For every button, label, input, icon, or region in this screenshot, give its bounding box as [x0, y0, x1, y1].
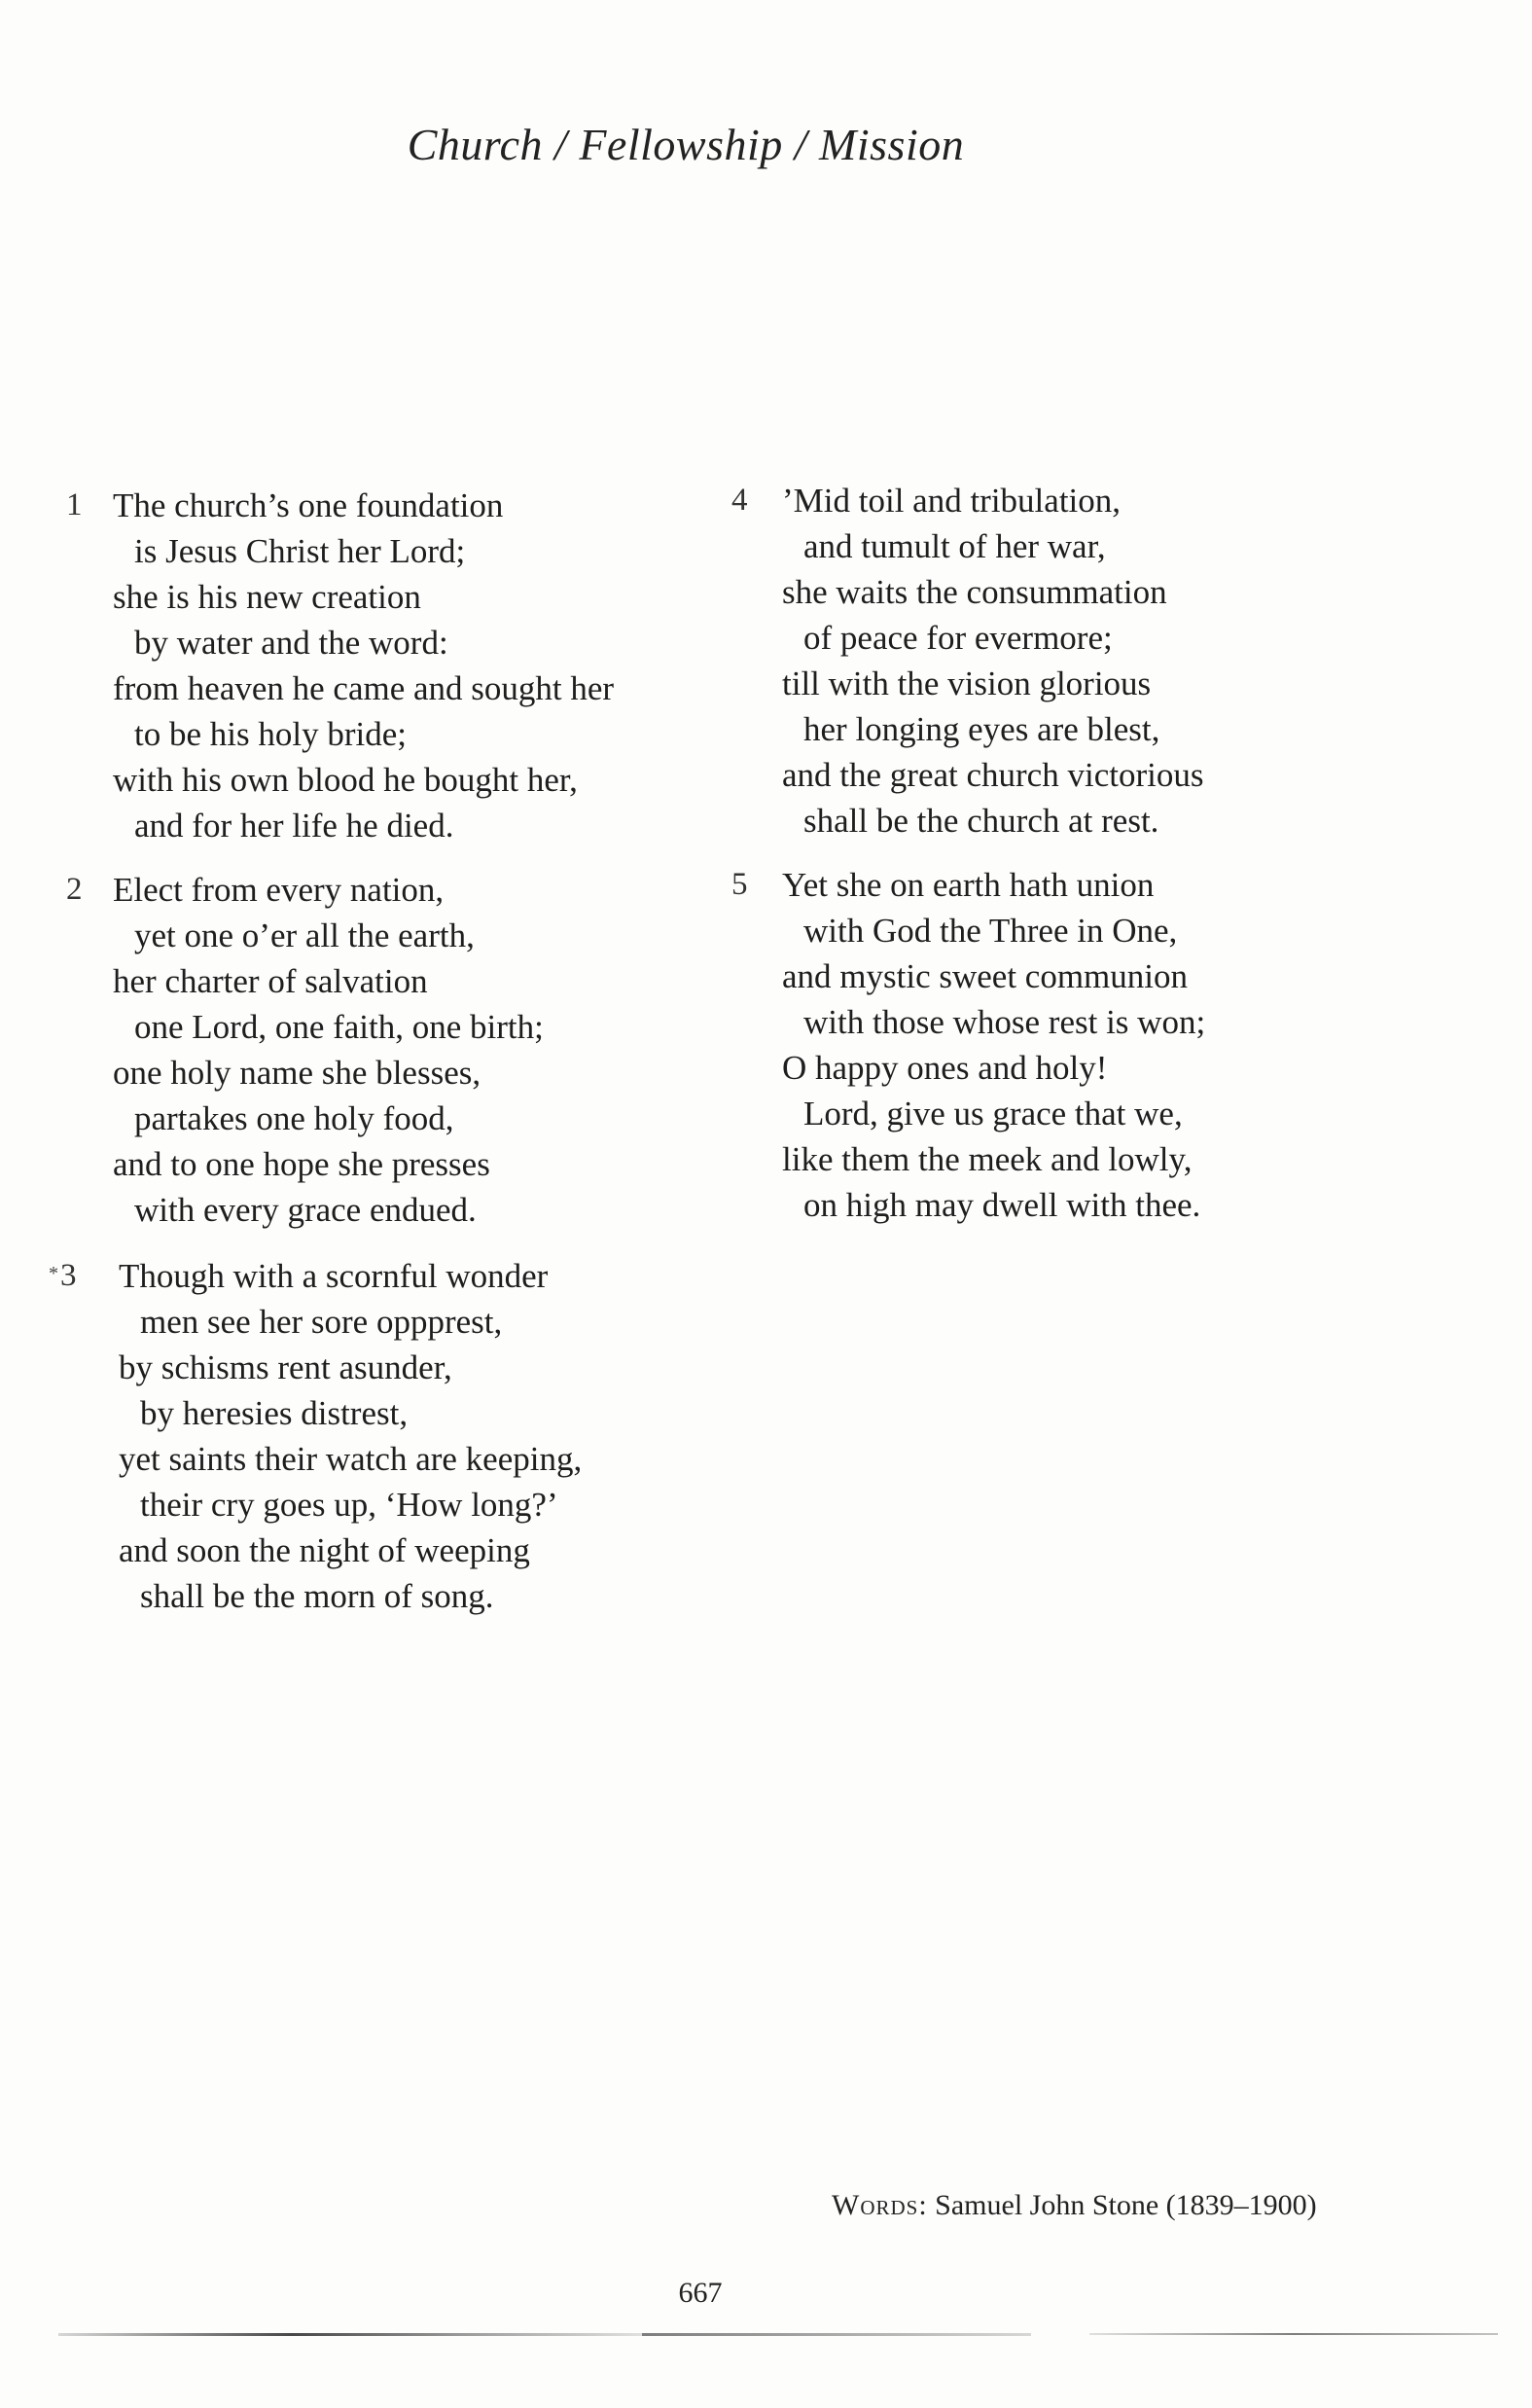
verse-line: men see her sore oppprest,: [140, 1303, 503, 1341]
page-number: 667: [678, 2277, 723, 2309]
optional-verse-marker: *: [49, 1263, 58, 1284]
verse-line: her longing eyes are blest,: [803, 710, 1160, 748]
verse-line: by water and the word:: [134, 624, 448, 662]
verse-number: 5: [731, 867, 748, 902]
verse-line: Elect from every nation,: [113, 871, 445, 909]
verse-line: to be his holy bride;: [134, 715, 407, 753]
section-title: Church / Fellowship / Mission: [407, 120, 965, 169]
verse-line: she is his new creation: [113, 578, 421, 616]
verse-line: their cry goes up, ‘How long?’: [140, 1486, 558, 1524]
verse-line: yet saints their watch are keeping,: [119, 1440, 583, 1478]
verse-number: 1: [66, 487, 83, 522]
verse-line: O happy ones and holy!: [782, 1049, 1108, 1087]
bottom-rule: [642, 2333, 1031, 2336]
verse-lines: [782, 862, 1205, 1228]
verse-line: her charter of salvation: [113, 962, 428, 1000]
verse-number: 2: [66, 872, 83, 907]
verse-number: 4: [731, 483, 748, 518]
verse-line: she waits the consummation: [782, 573, 1167, 611]
verse-line: partakes one holy food,: [134, 1099, 454, 1137]
bottom-rule: [58, 2333, 642, 2336]
verse-line: and to one hope she presses: [113, 1145, 490, 1183]
verse-line: shall be the morn of song.: [140, 1577, 494, 1615]
verse-line: and tumult of her war,: [803, 527, 1106, 565]
verse-line: and soon the night of weeping: [119, 1531, 530, 1569]
verse-line: on high may dwell with thee.: [803, 1186, 1201, 1224]
verse-line: and for her life he died.: [134, 807, 454, 845]
verse-line: Yet she on earth hath union: [782, 866, 1155, 904]
verse-line: and the great church victorious: [782, 756, 1204, 794]
verse-line: till with the vision glorious: [782, 665, 1152, 702]
verse-line: and mystic sweet communion: [782, 957, 1189, 995]
verse-line: from heaven he came and sought her: [113, 669, 615, 707]
verse-line: by heresies distrest,: [140, 1394, 409, 1432]
verse-line: Lord, give us grace that we,: [803, 1095, 1183, 1132]
verse-lines: [113, 867, 544, 1233]
verse-lines: [119, 1253, 582, 1619]
verse-line: with every grace endued.: [134, 1191, 477, 1229]
verse-lines: [113, 483, 614, 848]
verse-line: with God the Three in One,: [803, 912, 1178, 950]
words-credit: [832, 2189, 1317, 2222]
verse-line: one Lord, one faith, one birth;: [134, 1008, 544, 1046]
verse-line: one holy name she blesses,: [113, 1054, 481, 1092]
credit-label: Words:: [832, 2189, 928, 2221]
credit-author: Samuel John Stone (1839–1900): [935, 2189, 1317, 2221]
verse-number: 3: [60, 1258, 77, 1293]
verse-line: ’Mid toil and tribulation,: [782, 482, 1122, 520]
verse-lines: [782, 478, 1203, 844]
verse-line: yet one o’er all the earth,: [134, 916, 475, 954]
verse-line: with those whose rest is won;: [803, 1003, 1206, 1041]
verse-line: like them the meek and lowly,: [782, 1140, 1193, 1178]
verse-line: with his own blood he bought her,: [113, 761, 578, 799]
verse-line: Though with a scornful wonder: [119, 1257, 549, 1295]
verse-line: of peace for evermore;: [803, 619, 1113, 657]
verse-line: by schisms rent asunder,: [119, 1348, 452, 1386]
verse-line: The church’s one foundation: [113, 486, 504, 524]
verse-line: is Jesus Christ her Lord;: [134, 532, 466, 570]
verse-line: shall be the church at rest.: [803, 802, 1159, 840]
bottom-rule: [1089, 2333, 1498, 2335]
